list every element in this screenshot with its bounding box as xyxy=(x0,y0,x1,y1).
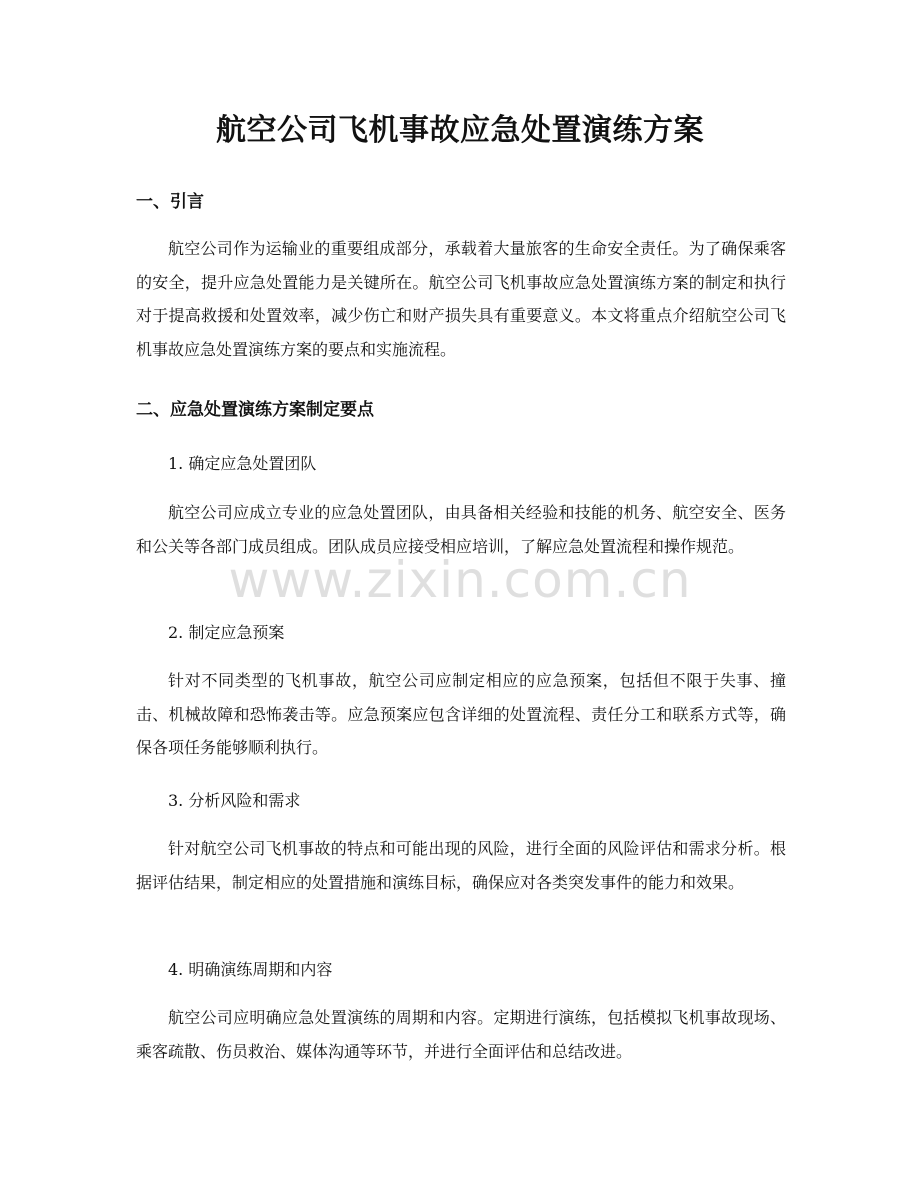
section-heading-introduction: 一、引言 xyxy=(136,192,204,212)
watermark: www.zixin.com.cn xyxy=(228,551,692,609)
paragraph-plan: 针对不同类型的飞机事故，航空公司应制定相应的应急预案，包括但不限于失事、撞击、机械故障和恐怖袭击等。应急预案应包含详细的处置流程、责任分工和联系方式等，确保各项任务能够顺利执行。 xyxy=(136,671,786,757)
paragraph-team: 航空公司应成立专业的应急处置团队，由具备相关经验和技能的机务、航空安全、医务和公关等各部门成员组成。团队成员应接受相应培训，了解应急处置流程和操作规范。 xyxy=(136,503,786,556)
subheading-drill-cycle: 4. 明确演练周期和内容 xyxy=(168,960,333,979)
section-heading-key-points: 二、应急处置演练方案制定要点 xyxy=(136,400,374,420)
paragraph-risk: 针对航空公司飞机事故的特点和可能出现的风险，进行全面的风险评估和需求分析。根据评估结果，制定相应的处置措施和演练目标，确保应对各类突发事件的能力和效果。 xyxy=(136,839,786,892)
subheading-risk: 3. 分析风险和需求 xyxy=(168,791,301,810)
introduction-paragraph: 航空公司作为运输业的重要组成部分，承载着大量旅客的生命安全责任。为了确保乘客的安全，提升应急处置能力是关键所在。航空公司飞机事故应急处置演练方案的制定和执行对于提高救援和处置效率，减少伤亡和财产损失具有重要意义。本文将重点介绍航空公司飞机事故应急处置演练方案的要点和实施流程。 xyxy=(136,239,786,359)
subheading-team: 1. 确定应急处置团队 xyxy=(168,454,317,473)
paragraph-drill-cycle: 航空公司应明确应急处置演练的周期和内容。定期进行演练，包括模拟飞机事故现场、乘客疏散、伤员救治、媒体沟通等环节，并进行全面评估和总结改进。 xyxy=(136,1008,786,1061)
subheading-plan: 2. 制定应急预案 xyxy=(168,623,285,642)
document-title: 航空公司飞机事故应急处置演练方案 xyxy=(216,113,704,148)
